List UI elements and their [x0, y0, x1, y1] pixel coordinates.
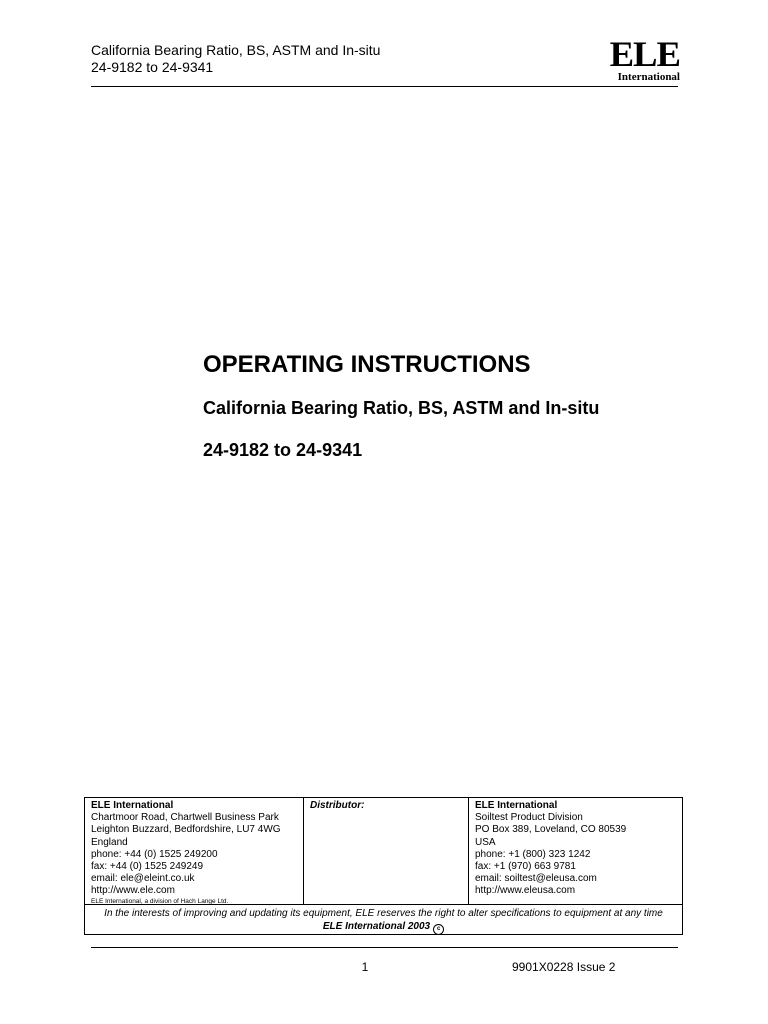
uk-email: email: ele@eleint.co.uk: [91, 873, 195, 885]
title-block: [203, 348, 599, 462]
usa-country: USA: [475, 836, 496, 848]
uk-contact-cell: [85, 798, 304, 904]
uk-company: ELE International: [91, 800, 174, 811]
uk-division-note: ELE International, a division of Hach Lange Ltd.: [91, 897, 229, 905]
usa-fax: fax: +1 (970) 663 9781: [475, 861, 576, 873]
copyright-line: [85, 921, 682, 935]
disclaimer-row: [85, 906, 682, 934]
header-divider: [91, 86, 678, 87]
disclaimer-text: In the interests of improving and updating its equipment, ELE reserves the right to alter specifications to equipment at any time: [104, 908, 663, 919]
usa-company: ELE International: [475, 800, 558, 811]
usa-address: PO Box 389, Loveland, CO 80539: [475, 824, 627, 836]
page-number: 1: [361, 960, 369, 974]
uk-phone: phone: +44 (0) 1525 249200: [91, 848, 218, 860]
page-header: [91, 42, 380, 76]
uk-country: England: [91, 836, 128, 848]
document-part-range: 24-9182 to 24-9341: [203, 440, 363, 460]
usa-website: http://www.eleusa.com: [475, 885, 576, 897]
distributor-cell: [304, 798, 469, 904]
footer-divider: [91, 947, 678, 948]
ele-logo: [600, 34, 680, 83]
document-title: OPERATING INSTRUCTIONS: [203, 351, 531, 378]
header-title: California Bearing Ratio, BS, ASTM and In-situ: [91, 42, 381, 58]
logo-mark: ELE: [609, 34, 680, 74]
uk-address-line-2: Leighton Buzzard, Bedfordshire, LU7 4WG: [91, 824, 281, 836]
usa-contact-cell: [469, 798, 682, 904]
copyright-icon: c: [433, 924, 444, 935]
contact-table: [84, 797, 683, 935]
usa-email: email: soiltest@eleusa.com: [475, 873, 597, 885]
document-subtitle: California Bearing Ratio, BS, ASTM and In-situ: [203, 398, 600, 418]
usa-phone: phone: +1 (800) 323 1242: [475, 848, 591, 860]
uk-fax: fax: +44 (0) 1525 249249: [91, 861, 204, 873]
uk-address-line-1: Chartmoor Road, Chartwell Business Park: [91, 812, 279, 824]
contact-row: [85, 798, 682, 905]
logo-subtext: International: [617, 71, 680, 83]
document-code: 9901X0228 Issue 2: [512, 960, 616, 974]
uk-website: http://www.ele.com: [91, 885, 175, 897]
copyright-text: ELE International 2003: [322, 920, 431, 932]
distributor-label: Distributor:: [310, 800, 365, 811]
header-part-range: 24-9182 to 24-9341: [91, 59, 214, 75]
usa-division: Soiltest Product Division: [475, 812, 583, 824]
